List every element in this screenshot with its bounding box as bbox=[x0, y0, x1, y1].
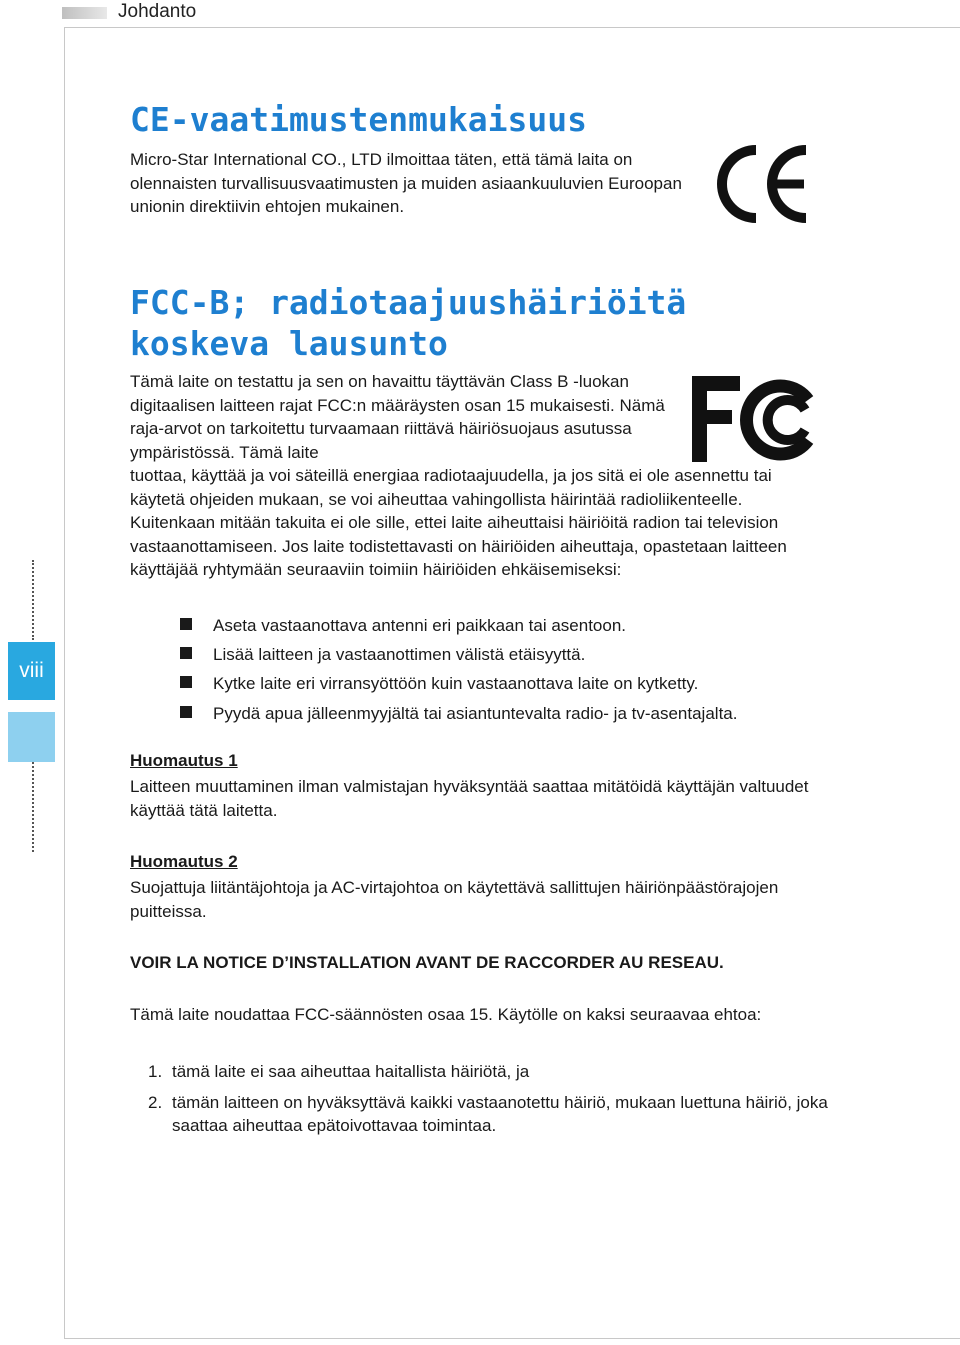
list-item-text: Aseta vastaanottava antenni eri paikkaan tai asentoon. bbox=[213, 616, 627, 635]
list-item bbox=[148, 1091, 848, 1138]
bullet-square-icon bbox=[180, 647, 192, 659]
list-item-text: Lisää laitteen ja vastaanottimen välistä etäisyyttä. bbox=[213, 645, 586, 665]
bullet-square-icon bbox=[180, 706, 192, 718]
dotted-divider bbox=[32, 762, 34, 852]
bullet-square-icon bbox=[180, 676, 192, 688]
bullet-square-icon bbox=[180, 618, 192, 630]
ce-paragraph: Micro-Star International CO., LTD ilmoittaa täten, että tämä laita on olennaisten turvallisuusvaatimusten ja muiden asiaankuuluvien Euroopan unionin direktiivin ehtojen mukainen. bbox=[130, 150, 682, 216]
note-2-body: Suojattuja liitäntäjohtoja ja AC-virtajohtoa on käytettävä sallittujen häiriönpäästörajojen puitteissa. bbox=[130, 878, 779, 921]
list-item bbox=[180, 614, 737, 643]
fcc-paragraph-body: tuottaa, käyttää ja voi säteillä energiaa radiotaajuudella, ja jos sitä ei ole asennettu tai käytetä ohjeiden mukaan, se voi aiheuttaa vahingollista häirintää radioliikenteelle. Kuitenkaan mitään takuita ei ole sille, ettei laite aiheuttaisi häiriöitä radion tai television vastaanottamiseen. Jos laite todistettavasti on häiriöiden aiheuttaja, opastetaan laitteen käyttäjää ryhtymään seuraaviin toimiin häiriöiden ehkäisemiseksi: bbox=[130, 466, 787, 579]
fcc-heading: FCC-B; radiotaajuushäiriöitä koskeva lausunto bbox=[130, 283, 687, 363]
list-item bbox=[180, 643, 737, 672]
section-title: Johdanto bbox=[118, 1, 197, 22]
list-item-text: tämän laitteen on hyväksyttävä kaikki vastaanotettu häiriö, mukaan luettuna häiriö, joka saattaa aiheuttaa epätoivottavaa toimintaa. bbox=[172, 1092, 828, 1135]
conditions-list bbox=[148, 1060, 848, 1145]
list-item-number: 1. bbox=[148, 1062, 163, 1081]
list-item bbox=[180, 672, 737, 701]
dotted-divider bbox=[32, 560, 34, 640]
list-item-number: 2. bbox=[148, 1092, 163, 1112]
header-decoration bbox=[62, 7, 107, 19]
ce-mark-logo bbox=[712, 140, 816, 228]
list-item bbox=[148, 1060, 848, 1084]
note-1-title: Huomautus 1 bbox=[130, 751, 238, 770]
page-frame-bottom bbox=[64, 1338, 960, 1339]
page-number-tab: viii bbox=[8, 642, 55, 700]
page-frame-top bbox=[64, 27, 960, 28]
list-item bbox=[180, 702, 737, 731]
list-item-text: tämä laite ei saa aiheuttaa haitallista häiriötä, ja bbox=[172, 1062, 530, 1081]
page-frame-left bbox=[64, 27, 65, 1339]
list-item-text: Pyydä apua jälleenmyyjältä tai asiantuntevalta radio- ja tv-asentajalta. bbox=[213, 703, 738, 723]
interference-measures-list bbox=[180, 614, 737, 731]
note-1-body: Laitteen muuttaminen ilman valmistajan hyväksyntää saattaa mitätöidä käyttäjän valtuudet käyttää tätä laitetta. bbox=[130, 777, 809, 820]
note-2-title: Huomautus 2 bbox=[130, 852, 238, 871]
ce-heading: CE-vaatimustenmukaisuus bbox=[130, 100, 587, 139]
fcc-paragraph-intro: Tämä laite on testattu ja sen on havaittu täyttävän Class B -luokan digitaalisen laitteen rajat FCC:n määräysten osan 15 mukaisesti. Nämä raja-arvot on tarkoitettu turvaamaan riittävä häiriösuojaus asutussa ympäristössä. Tämä laite bbox=[130, 372, 665, 462]
fcc-logo bbox=[690, 374, 830, 466]
compliance-intro: Tämä laite noudattaa FCC-säännösten osaa 15. Käytölle on kaksi seuraavaa ehtoa: bbox=[130, 1005, 762, 1024]
page-tab-accent bbox=[8, 712, 55, 762]
list-item-text: Kytke laite eri virransyöttöön kuin vastaanottava laite on kytketty. bbox=[213, 674, 699, 694]
installation-notice: VOIR LA NOTICE D’INSTALLATION AVANT DE RACCORDER AU RESEAU. bbox=[130, 953, 724, 972]
